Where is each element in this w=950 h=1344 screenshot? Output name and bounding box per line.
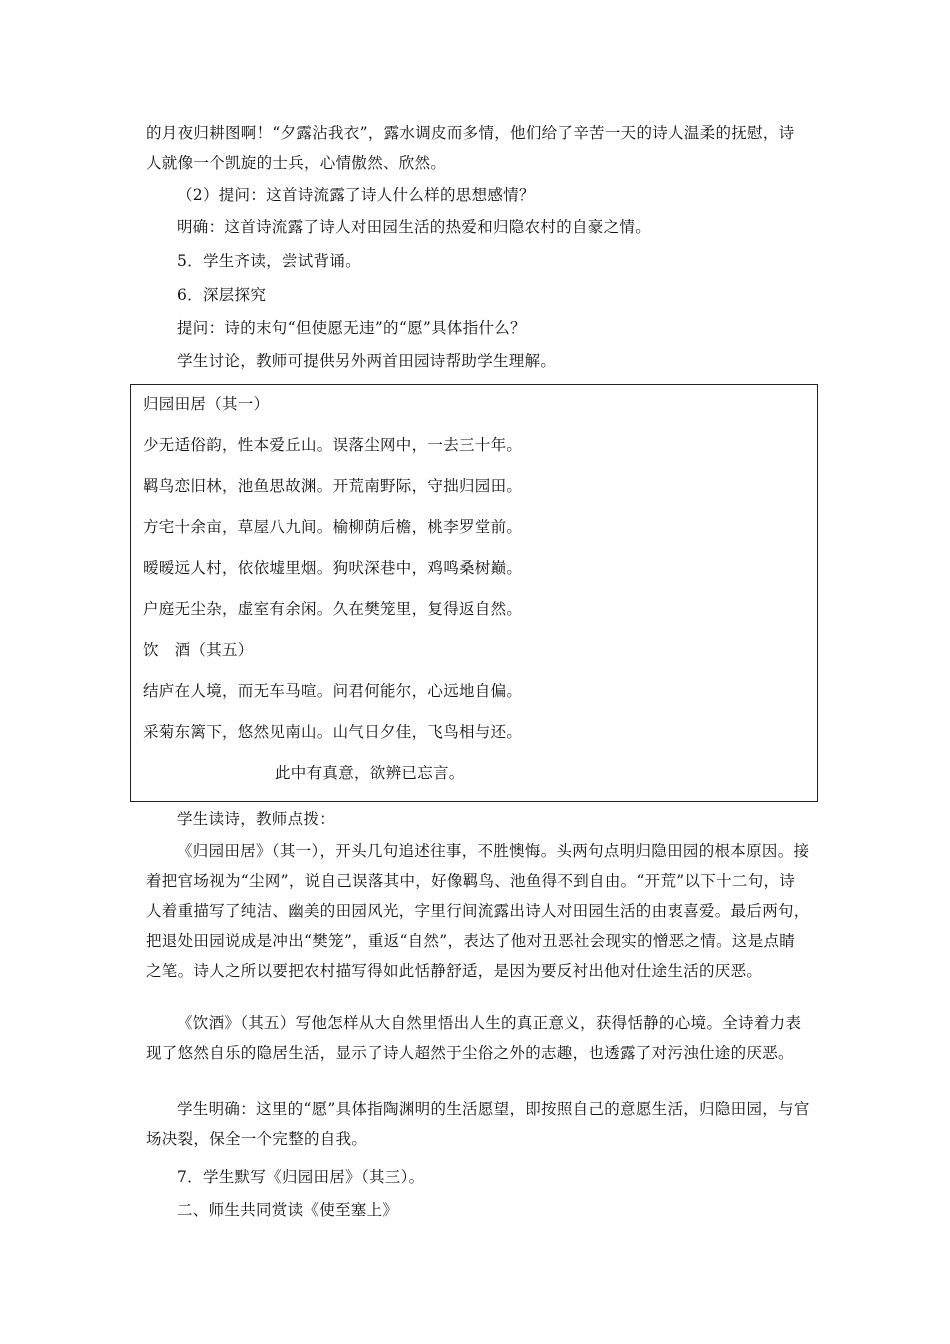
question-2: （2）提问：这首诗流露了诗人什么样的思想感情？ [177, 186, 535, 204]
analysis-paragraph-3: 学生明确：这里的“愿”具体指陶渊明的生活愿望，即按照自己的意愿生活，归隐田园，与官场决裂，保全一个完整的自我。 [146, 1100, 810, 1148]
answer-2: 明确：这首诗流露了诗人对田园生活的热爱和归隐农村的自豪之情。 [177, 218, 652, 236]
section-2-heading: 二、师生共同赏读《使至塞上》 [177, 1201, 399, 1219]
analysis-paragraph-2: 《饮酒》（其五）写他怎样从大自然里悟出人生的真正意义，获得恬静的心境。全诗着力表现了悠然自乐的隐居生活，显示了诗人超然于尘俗之外的志趣，也透露了对污浊仕途的厌恶。 [146, 1014, 802, 1062]
poem-title-1: 归园田居（其一） [143, 395, 270, 413]
poem-line: 方宅十余亩，草屋八九间。榆柳荫后檐，桃李罗堂前。 [143, 518, 523, 536]
poem-title-2: 饮 酒（其五） [143, 641, 254, 659]
step-6-heading: 6．深层探究 [177, 286, 267, 304]
question-6: 提问：诗的末句“但使愿无违”的“愿”具体指什么？ [177, 319, 526, 337]
poem-line: 结庐在人境，而无车马喧。问君何能尔，心远地自偏。 [143, 682, 523, 700]
analysis-paragraph-1: 《归园田居》（其一），开头几句追述往事，不胜懊悔。头两句点明归隐田园的根本原因。接着把官场视为“尘网”，说自己误落其中，好像羁鸟、池鱼得不到自由。“开荒”以下十二句，诗人着重描写了纯洁、幽美的田园风光，字里行间流露出诗人对田园生活的由衷喜爱。最后两句，把退处田园说成是冲出“樊笼”，重返“自然”，表达了他对丑恶社会现实的憎恶之情。这是点睛之笔。诗人之所以要把农村描写得如此恬静舒适，是因为要反衬出他对仕途生活的厌恶。 [146, 842, 810, 980]
step-7: 7．学生默写《归园田居》（其三）。 [177, 1168, 425, 1186]
poem-line: 采菊东篱下，悠然见南山。山气日夕佳，飞鸟相与还。 [143, 723, 523, 741]
poem-line: 此中有真意，欲辨已忘言。 [275, 764, 465, 782]
poem-box [130, 384, 818, 802]
poem-line: 羁鸟恋旧林，池鱼思故渊。开荒南野际，守拙归园田。 [143, 477, 523, 495]
discussion-note: 学生讨论，教师可提供另外两首田园诗帮助学生理解。 [177, 352, 557, 370]
intro-paragraph: 的月夜归耕图啊！“夕露沾我衣”，露水调皮而多情，他们给了辛苦一天的诗人温柔的抚慰，诗人就像一个凯旋的士兵，心情傲然、欣然。 [146, 124, 795, 172]
step-5: 5．学生齐读，尝试背诵。 [177, 252, 361, 270]
poem-line: 少无适俗韵，性本爱丘山。误落尘网中，一去三十年。 [143, 436, 523, 454]
poem-line: 户庭无尘杂，虚室有余闲。久在樊笼里，复得返自然。 [143, 600, 523, 618]
analysis-lead: 学生读诗，教师点拨： [177, 810, 336, 828]
poem-line: 暧暧远人村，依依墟里烟。狗吠深巷中，鸡鸣桑树巅。 [143, 559, 523, 577]
